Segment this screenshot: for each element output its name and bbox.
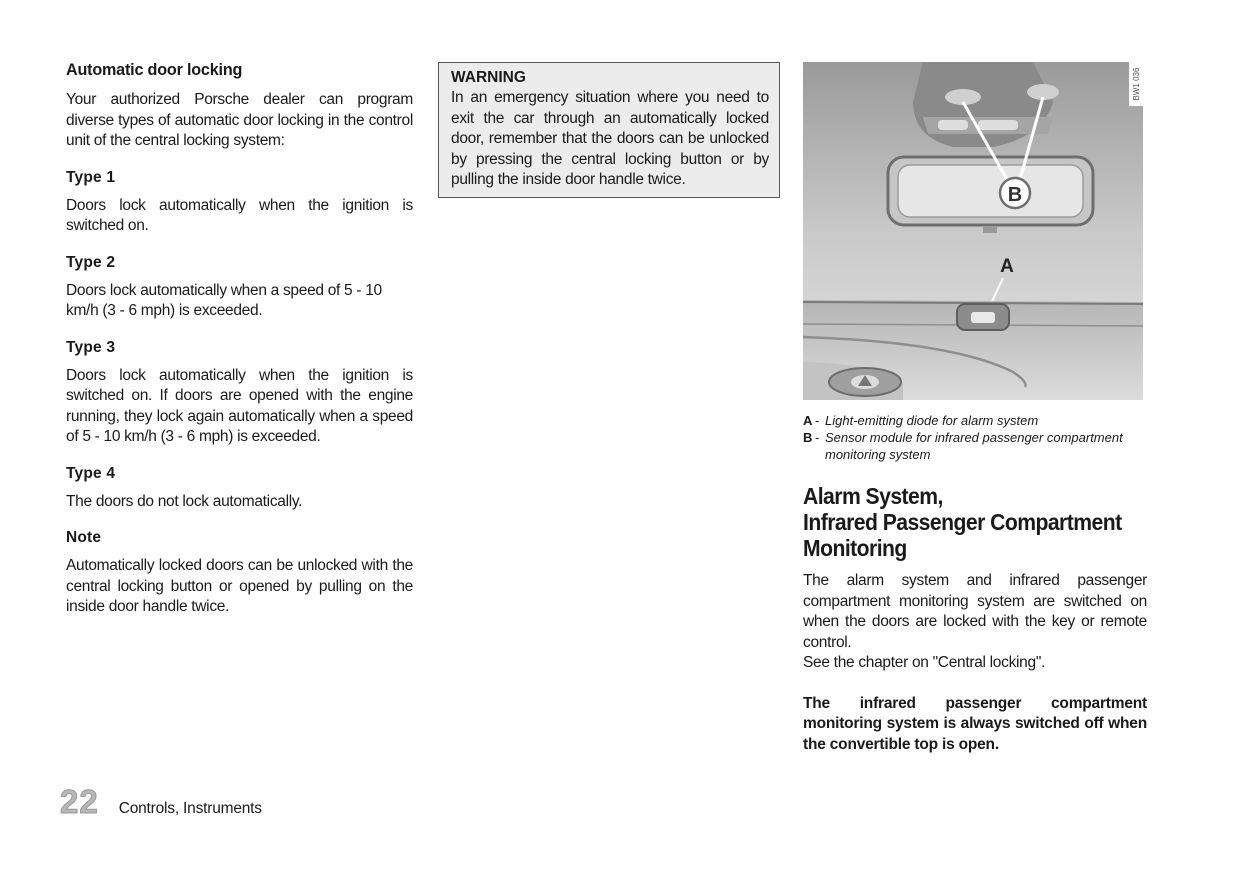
figure-caption [803, 412, 1147, 463]
caption-text-a: Light-emitting diode for alarm system [825, 413, 1039, 428]
type-4-heading: Type 4 [66, 464, 116, 482]
label-b-text: B [1007, 184, 1023, 206]
alarm-paragraph: The alarm system and infrared passenger compartment monitoring system are switched on when the doors are locked with the key or remote control. [803, 572, 1147, 651]
caption-key-b: B [803, 430, 813, 445]
type-1-heading: Type 1 [66, 168, 116, 186]
title-line-2: Infrared Passenger Compartment [803, 509, 1122, 535]
label-a-text: A [1000, 256, 1014, 277]
figure-illustration [803, 62, 1143, 400]
type-1-text: Doors lock automatically when the ignition is switched on. [66, 196, 413, 234]
intro-paragraph: Your authorized Porsche dealer can program diverse types of automatic door locking in the control unit of the central locking system: [66, 91, 413, 149]
caption-item-b: B - Sensor module for infrared passenger compartment monitoring system [803, 429, 1147, 463]
see-chapter-text: See the chapter on "Central locking". [803, 654, 1046, 671]
type-4-text: The doors do not lock automatically. [66, 492, 303, 510]
type-3-text: Doors lock automatically when the ignition is switched on. If doors are opened with the engine running, they lock again automatically when a speed of 5 - 10 km/h (3 - 6 mph) is exceeded. [66, 366, 413, 445]
alarm-system-figure [803, 62, 1143, 400]
page-number: 22 [60, 783, 99, 820]
title-line-3: Monitoring [803, 535, 907, 561]
note-heading: Note [66, 529, 102, 546]
warning-text: In an emergency situation where you need to exit the car through an automatically locked door, remember that the doors can be unlocked by pressing the central locking button or by pulling the inside door handle twice. [451, 89, 769, 188]
left-column [66, 60, 413, 618]
convertible-top-note: The infrared passenger compartment monitoring system is always switched off when the convertible top is open. [803, 694, 1147, 753]
page-footer [60, 783, 262, 821]
figure-code: BW1 036 [1132, 67, 1142, 101]
caption-text-b: Sensor module for infrared passenger compartment monitoring system [825, 430, 1123, 462]
warning-box [438, 62, 780, 198]
type-2-heading: Type 2 [66, 253, 116, 271]
right-column [803, 62, 1147, 771]
type-2-text: Doors lock automatically when a speed of 5 - 10 km/h (3 - 6 mph) is exceeded. [66, 281, 382, 319]
footer-section: Controls, Instruments [118, 800, 262, 817]
caption-key-a: A [803, 413, 813, 428]
type-3-heading: Type 3 [66, 338, 116, 356]
title-line-1: Alarm System, [803, 483, 943, 509]
note-text: Automatically locked doors can be unlocked with the central locking button or opened by pulling on the inside door handle twice. [66, 557, 413, 615]
caption-item-a: A - Light-emitting diode for alarm system [803, 412, 1147, 429]
middle-column [438, 62, 780, 198]
alarm-system-title [803, 483, 1122, 561]
warning-title: WARNING [451, 69, 526, 86]
automatic-door-locking-heading: Automatic door locking [66, 60, 243, 79]
